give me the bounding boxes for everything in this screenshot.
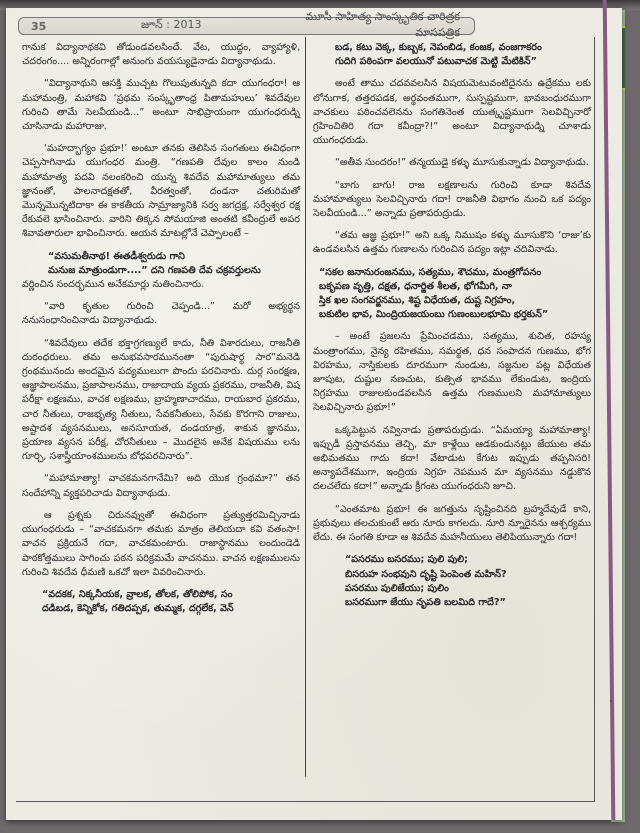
paragraph: “వారి కృతుల గురించి చెప్పండి...” మరో అభ్యర్థన ననుసంధానించినాడు విద్యానాథుడు. <box>22 301 300 327</box>
page-number: 35 <box>31 19 47 33</box>
paragraph: “మహామాత్యా! వాచకమనగానేమి? అది యొక గ్రంథమా?” తన సందేహాన్ని వ్యక్తపరిచాడు విద్యానాథుడు. <box>22 473 300 499</box>
paper-speck <box>610 700 612 702</box>
verse-line: “పసరము బసరము; పులి పులి; <box>345 554 469 566</box>
paragraph: ‘మహద్భాగ్యం ప్రభూ!’ అంటూ తనకు తెలిసిన సంగతులు ఈవిధంగా చెప్పసాగినాడు యుగంధర మంత్రి. “గణపతి దేవుల కాలం నుండి మహామాత్య పదవి నలంకరించి యున్న శివదేవ మహామాత్యులు తమ జ్ఞానంతో, పాలనాదక్షతతో, వీరత్వంతో, దండనా చతురిమతో మొన్నమొన్నటిదాకా ఈ కాకతీయ సామ్రాజ్యానికి సర్వ జగద్రక్ష, సర్వేశ్వర రక్ష రేకువలె భాసించినారు. వారిని తిక్కన సోమయాజి అంతటి కవీంద్రులే అపర శివావతారులా భావించినారు. ఆయన మాటల్లోనే చెప్పాలంటే – <box>22 143 300 240</box>
paragraph: “శివదేవులు తదేక భక్తాగ్రగణ్యులే కాదు, నీతి విశారదులు, రాజనీతి దురంధరులు. తమ అనుభవసారమునంతా “పురుషార్థ సార”మనెడి గ్రంథమునందు అందమైన పద్యములుగా పొందు పరచినారు. దుర్గ సంరక్షణ, ఆజ్ఞాపాలనము, ప్రజాపాలనము, రాజాదాయ వ్యయ ప్రకరము, రాజనీతి, విష పరీక్షా లక్షణము, వాచక లక్షణము, బ్రాహ్మణాచారము, రాయబార ప్రకరము, చార నీతులు, రాజభృత్య నీతులు, సేవకనీతులు, సేవకు కొరగాని రాజులు, అష్టాదశ వ్యసనములు, అనసూయత, దండయాత్ర, శాకున జ్ఞానము, ప్రయాణ వ్యసన పరీక్ష, చోరనీతులు – మొదలైన అనేక విషయము లను గూర్చి, సశాస్త్రీయాంశములను బోధపరచినారు”. <box>22 337 300 463</box>
verse-line: “సకల జనానురంజనము, సత్యము, శౌచము, మంత్రగోపనం <box>319 266 542 278</box>
verse-quote <box>22 588 300 616</box>
verse-quote <box>313 266 591 323</box>
verse-line: బసరముగా జేయు నృపతి బలమిది గాదే?” <box>345 596 506 608</box>
magazine-title: మూసీ సాహిత్య సాంస్కృతిక చారిత్రక మాసపత్రిక <box>305 10 460 39</box>
paragraph: గానుక విద్యానాథకవి తోడుండవలసిందే. వేట, యుద్ధం, వ్యాహ్యాళి, చదరంగం.... అన్నిరంగాల్లో అనుంగు వయస్యుడైనాడు విద్యానాథుడు. <box>22 42 300 68</box>
paragraph: ఆ ప్రశ్నకు చిరునవ్వుతో ఈవిధంగా ప్రత్యుత్తరమిచ్చినాడు యుగంధరుడు – “వాచకమనగా తమకు మాత్రం తెలియదా కవి వతంసా! వాచన ప్రక్రియనే గదా, వాచకమంటారు. రాజాస్థానము లందుండెడి పాఠకోత్తములు సాగించు పఠన పరిక్రమమే వాచనము. వాచన లక్షణములను గురించి శివదేవ ధీమణి ఒకచో ఇలా వివరించినారు. <box>22 509 300 578</box>
verse-line: పసరము పులిజేయు; పులిం <box>345 582 449 594</box>
paragraph: వర్ణించిన సందర్భమున అనేకమార్లు నుతించినారు. <box>22 279 205 291</box>
issue-date: జూన్ : 2013 <box>141 18 202 31</box>
paragraph: “బాగు బాగు! రాజ లక్షణాలను గురించి కూడా శివదేవ మహామాత్యులు సెలవిచ్చినారు గదా! రాజనీతి విభాగం నుంచి ఒక పద్యం సెలవీయండి...” అన్నాడు ప్రతాపరుద్రుడు. <box>313 179 591 220</box>
verse-line: బకుటిల భావ, మింద్రియజయంబు గుణంబులభూమి భర్తకున్” <box>319 309 549 321</box>
right-column <box>313 41 591 618</box>
verse-line: దడిబడ, కెన్నికోక, గతిదప్పక, తుమ్మక, దగ్గలేక, వెన్ <box>42 603 234 615</box>
column-divider <box>305 37 306 777</box>
verse-line: “వదకక, నిక్కనీయక, వ్రాలక, తోలక, తోలిపోక, సం <box>42 588 233 600</box>
verse-line: బిసరుహ సంభవుని దృష్టి పెంపెంత మహిన్? <box>345 568 507 580</box>
paper-speck <box>325 822 327 824</box>
verse-quote <box>313 41 591 69</box>
paragraph: “తమ ఆజ్ఞ ప్రభూ!” అని ఒక్క నిముషం కళ్ళు మూసుకొని ‘రాజు’కు ఉండవలసిన ఉత్తమ గుణాలను గురించిన పద్యం ఇట్లా చదివినాడు. <box>313 230 591 256</box>
paragraph: “విద్యానాథుని ఆసక్తి ముచ్చట గొలుపుతున్నది కదా యుగంధరా! ఆ మహామంత్రి, మహాకవి ‘ప్రథమ సంస్కృతాంధ్ర పితామహులు’ శివదేవుల గురించి తామే సెలవీయండి...” అంటూ సాభిప్రాయంగా యుగంధరుడ్ని చూసినాడు మహారాజు. <box>22 78 300 133</box>
verse-quote <box>313 553 591 610</box>
page-header <box>18 10 475 39</box>
left-column <box>22 41 300 624</box>
paragraph: “ఎంతమాట ప్రభూ! ఈ జగత్తును సృష్టించినది బ్రహ్మదేవుడే కాని, ప్రభువులు తలచుకుంటే ఆరు నూరు కాగలదు. నూరి న్నూరైనను ఆశ్చర్యము లేదు. ఈ సంగతి కూడా ఆ శివదేవ మహనీయులు తెలిపియున్నారు గదా! <box>313 503 591 544</box>
verse-line: స్తిక ఖల సంగవర్జనము, శిష్ట విధేయత, దుష్ట నిగ్రహం, <box>319 295 516 307</box>
verse-line: బడ, కటు వెక్క, కుబ్బక, నెపంబిడ, కంజక, వంజగాకరం <box>335 42 542 53</box>
paragraph: – అంటే ప్రజలను ప్రేమించడము, సత్యము, శుచిత, రహస్య మంత్రాంగము, నైన్య రహితము, సమర్థత, ధన సంపాదన గుణము, భోగ విరహము, నాస్తికులకు దూరముగా నుండుట, సజ్జనుల పట్ల విధేయత జూపుట, దుష్టుల నణచుట, కుత్సిత భావము లేకుండుట, ఇంద్రియ నిగ్రహము రాజులకుండవలసిన ఉత్తమ గుణములని మహామాత్యులు సెలవిచ్చినారు ప్రభూ!” <box>313 331 591 414</box>
paragraph: “అతీవ సుందరం!” తన్మయుడై కళ్ళు మూసుకున్నాడు విద్యానాథుడు. <box>335 157 589 169</box>
verse-quote <box>22 250 300 278</box>
paragraph: ఒక్కపెట్టున నవ్వినాడు ప్రతాపరుద్రుడు. “ఏమయ్యా మహామాత్యా! ఇప్పుడీ ప్రస్తావనము తెచ్చి, మా కాళ్లేయి ఆడకుండునట్లు జేయుట తమ అభిమతము గాదు కదా! వేటాడుట కేగుట ఇప్పుడు తప్పనిసరి! అన్యాపదేశముగా, ఇంద్రియ నిగ్రహ నెపమున మా వ్యసనము నడ్డుకొన దలచలేదు కదా!” అన్నాడు క్రీగంట యుగంధరుని జూచి. <box>313 424 591 493</box>
verse-line: “వసుమతీనాథ! ఈతడీశ్వరుడు గాని <box>48 250 185 262</box>
verse-line: బకృపణ వృత్తి, దక్షత, ధనార్జిత శీలత, భోగమీగి, నా <box>319 280 512 292</box>
verse-line: మనుజ మాత్రుండుగా....” దని గణపతి దేవ చక్రవర్తులను <box>48 264 261 276</box>
verse-line: గుదిగి పఠింపగా వలయునో పటువాచక మెట్టి మేటికిన్” <box>335 56 537 68</box>
paragraph: అంటే తాము చదవవలసిన విషయమెటువంటిదైనను ఉద్రేకము లకు లోనుగాక, తత్తరపడక, అర్థవంతముగా, సుస్పష్టముగా, భావబంధురముగా వాచకులు పఠించవలెనను సంగతినెంత యుత్కృష్టముగా సెలవిచ్చినారో గ్రహించితిరి గదా కవీంద్రా?!” అంటూ విద్యానాథుడ్ని చూశాడు యుగంధరుడు. <box>313 78 591 147</box>
